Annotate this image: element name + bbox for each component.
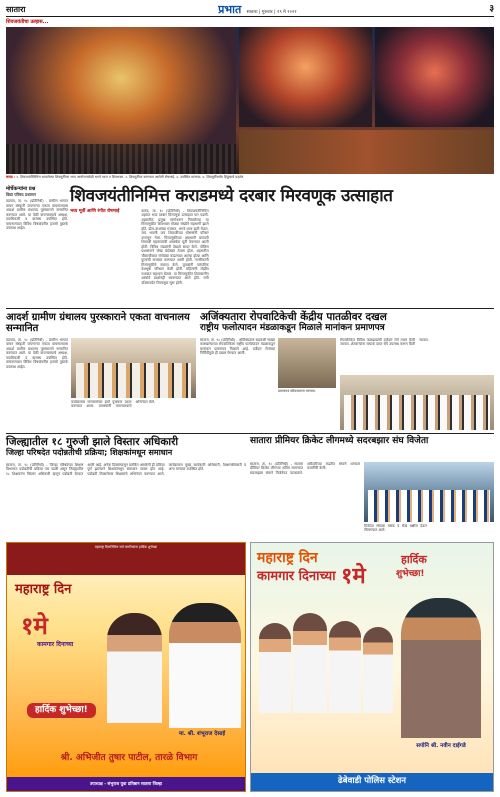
ad1-kamgar: कामगार दिनाच्या xyxy=(37,641,74,648)
masthead xyxy=(6,3,494,17)
photo-stage xyxy=(375,27,494,127)
newspaper-logo: प्रभात xyxy=(218,2,242,16)
side-headline: मोर्चेकऱ्यांना प्रश्न xyxy=(6,186,36,192)
ad1-greeting: हार्दिक शुभेच्छा! xyxy=(27,703,96,718)
cricket-body: सातारा, ता. १८ (प्रतिनिधी) - सातारा प्रीमियर क्रिकेट लीगच्या अंतिम सामन्यात सदरबझार संघाने विजेतेपद पटकावले. अटीतटीच्या लढतीत संघाने शानदार कामगिरी केली. xyxy=(250,462,360,475)
ad2-footer: ढेबेवाडी पोलिस स्टेशन xyxy=(251,773,493,791)
teachers-headline-2: जिल्हा परिषदेत पदोन्नतीची प्रक्रिया; शिक्षकांमधून समाधान xyxy=(6,448,173,458)
ad1-name-right: मा. श्री. शंभूराज देसाई xyxy=(178,731,226,737)
teachers-headline-1: जिल्ह्यातील १८ गुरुजी झाले विस्तार अधिकारी xyxy=(6,436,179,448)
cricket-headline: सातारा प्रीमियर क्रिकेट लीगमध्ये सदरबझार संघ विजेता xyxy=(250,436,429,446)
caption-text: १. शिवजयंतीनिमित्त भरवलेल्या शिवमूर्तीच्या भव्य आयोजनावेळी भगवे ध्वज व शिवभक्त. २. शिवमूर्तीवर करण्यात आलेली रोषणाई. ३. उपस्थित मान्यवर. ४. शिवमूर्तीसमोर हिंदुत्वाचे प्रदर्शन. xyxy=(16,175,245,179)
photo-shivaji-statue xyxy=(6,27,236,174)
library-body: वडगाव, ता. १८ (प्रतिनिधी) - ग्रामीण भागात वाचन संस्कृती जपणाऱ्या एकता वाचनालयास आदर्श ग्रामीण ग्रंथालय पुरस्काराने सन्मानित करण्यात आले. या वेळी वाचनालयाचे अध्यक्ष, पदाधिकारी व ग्रामस्थ उपस्थित होते. वाचनालयात विविध विषयांवरील हजारो पुस्तके उपलब्ध आहेत. xyxy=(6,338,68,369)
ad2-title: महाराष्ट्र दिन xyxy=(257,550,318,566)
photo-illumination xyxy=(239,27,372,127)
nursery-headline xyxy=(200,312,494,333)
ad2-officer-name: सपोनि श्री. नवीन दाईगडे xyxy=(416,743,466,749)
advertisement-maharashtra-day-2 xyxy=(250,542,494,792)
nursery-body: सातारा, ता. १८ (प्रतिनिधी) - अजिंक्यतारा सहकारी साखर कारखान्याच्या रोपवाटिकेला राष्ट्रीय फलोत्पादन मंडळाकडून मानांकन प्रमाणपत्र मिळाले आहे. दर्जेदार रोपांच्या निर्मितीमुळे ही दखल घेण्यात आली. xyxy=(200,338,275,356)
issue-date: सातारा | गुरुवार | १९ मे २०२२ xyxy=(246,9,297,15)
ad1-footer: उपाध्यक्ष - संभुराज युवा प्रतिष्ठान सातारा जिल्हा xyxy=(7,777,245,791)
ad1-portrait-2 xyxy=(169,603,241,728)
library-award-photo xyxy=(71,338,196,398)
cricket-body-cont: विजेत्या संघाला चषक व रोख बक्षीस देऊन गौरवण्यात आले. xyxy=(364,524,427,533)
library-body-cont: कार्यक्रमास मान्यवरांच्या हस्ते पुरस्कार प्रदान करण्यात आला. ग्रामस्थांनी वाचनालयाचे अभिनंदन केले. xyxy=(71,400,156,409)
main-article-body xyxy=(70,209,494,306)
teachers-headline xyxy=(6,436,246,457)
ad1-top-banner: महाराष्ट्र दिनानिमित्त सर्व नागरिकांना हार्दिक शुभेच्छा xyxy=(7,543,245,575)
ad2-greeting: हार्दिक xyxy=(401,553,427,566)
side-subheadline: विद्या परिषद प्रशासन xyxy=(6,192,36,198)
main-subheadline: भव्य मूर्ती आणि रंगीत रोषणाई xyxy=(70,209,120,214)
section-tagline: शिवजयंतीचा उल्हास... xyxy=(6,19,49,25)
side-article xyxy=(6,186,68,306)
ad1-title: महाराष्ट्र दिन xyxy=(15,582,72,597)
nursery-headline-2: राष्ट्रीय फलोत्पादन मंडळाकडून मिळाले मानांकन प्रमाणपत्र xyxy=(200,322,385,333)
ad1-name-main: श्री. अभिजीत तुषार पाटील, तारळे विभाग xyxy=(60,753,198,763)
top-photo-caption xyxy=(6,175,494,179)
nursery-group-photo xyxy=(340,375,494,430)
ad2-kamgar: कामगार दिनाच्या xyxy=(257,569,336,584)
divider xyxy=(6,433,494,434)
nursery-body-cont: रोपवाटिकेत विविध फळझाडांची दर्जेदार रोपे तयार केली जातात. शेतकऱ्यांना माफक दरात रोपे उपलब्ध करून दिली जातात. xyxy=(340,338,429,347)
nursery-headline-1: अजिंक्यतारा रोपवाटिकेची केंद्रीय पातळीवर दखल xyxy=(200,311,387,323)
top-photo-collage xyxy=(6,27,494,174)
caption-label: कराड : xyxy=(6,175,16,179)
ad2-greeting-2: शुभेच्छा! xyxy=(396,569,425,579)
library-headline: आदर्श ग्रामीण ग्रंथालय पुरस्काराने एकता वाचनालय सन्मानित xyxy=(6,312,190,334)
nursery-photo-caption: प्रमाणपत्र स्वीकारताना मान्यवर. xyxy=(278,389,316,393)
ad1-date: १मे xyxy=(21,612,48,640)
ad2-date: १मे xyxy=(341,564,366,589)
teachers-body: सातारा, ता. १८ (प्रतिनिधी) - जिल्हा परिषदेच्या शिक्षण विभागात पदोन्नतीची प्रक्रिया पार पडली असून जिल्ह्यातील १८ शिक्षकांना विस्तार अधिकारी म्हणून पदोन्नती देण्यात आली आहे. अनेक दिवसांपासून प्रलंबित असलेली ही प्रक्रिया पूर्ण झाल्याने शिक्षकांमधून समाधान व्यक्त होत आहे. पदोन्नती मिळालेल्या शिक्षकांचे अभिनंदन करण्यात आले. कार्यक्रमास मुख्य कार्यकारी अधिकारी, शिक्षणाधिकारी व अन्य मान्यवर उपस्थित होते. xyxy=(6,463,246,476)
main-article-text: कराड, ता. १८ (प्रतिनिधी) - शिवजयंतीनिमित्त शहरात भव्य दरबार मिरवणूक उत्साहात पार पडली. शहरातील प्रमुख मार्गावरून निघालेल्या या मिरवणुकीत शिवभक्त मोठ्या संख्येने सहभागी झाले होते. ढोल-ताशांच्या गजरात, भगवे ध्वज हाती घेऊन, जय भवानी जय शिवाजीच्या घोषणांनी परिसर दणाणून गेला. मिरवणुकीच्या अग्रभागी छत्रपती शिवाजी महाराजांची आकर्षक मूर्ती ठेवण्यात आली होती. विविध मंडळांनी देखावे सादर केले. पोलिस प्रशासनाने चोख बंदोबस्त ठेवला होता. शहरातील चौकाचौकात रांगोळ्या काढण्यात आल्या होत्या आणि फुलांची सजावट करण्यात आली होती. नागरिकांनी मिरवणुकीचे स्वागत केले. युवकांनी पारंपरिक वेशभूषा परिधान केली होती. महिलांनी लेझीम पथकात सहभाग घेतला. या मिरवणुकीत शिवकालीन शस्त्रांचे प्रदर्शनही भरवण्यात आले होते. रात्री उशिरापर्यंत मिरवणूक सुरू होती. xyxy=(141,209,209,285)
section-name: सातारा xyxy=(6,4,26,14)
ad2-officer-portrait xyxy=(401,598,481,738)
ad1-portrait-1 xyxy=(107,613,162,723)
main-headline: शिवजयंतीनिमित्त कराडमध्ये दरबार मिरवणूक उत्साहात xyxy=(70,186,393,206)
nursery-certificate-photo xyxy=(278,338,336,388)
advertisement-maharashtra-day-1 xyxy=(6,542,246,792)
side-body: वडगाव, ता. १८ (प्रतिनिधी) - ग्रामीण भागात वाचन संस्कृती जपणाऱ्या एकता वाचनालयास आदर्श ग्रामीण ग्रंथालय पुरस्काराने सन्मानित करण्यात आले. या वेळी वाचनालयाचे अध्यक्ष, पदाधिकारी व ग्रामस्थ उपस्थित होते. वाचनालयात विविध विषयांवरील हजारो पुस्तके उपलब्ध आहेत. xyxy=(6,199,68,231)
page-number: ३ xyxy=(489,3,494,14)
photo-procession xyxy=(239,130,494,174)
masthead-center xyxy=(218,3,296,17)
divider xyxy=(6,308,494,309)
cricket-team-photo xyxy=(364,462,494,522)
